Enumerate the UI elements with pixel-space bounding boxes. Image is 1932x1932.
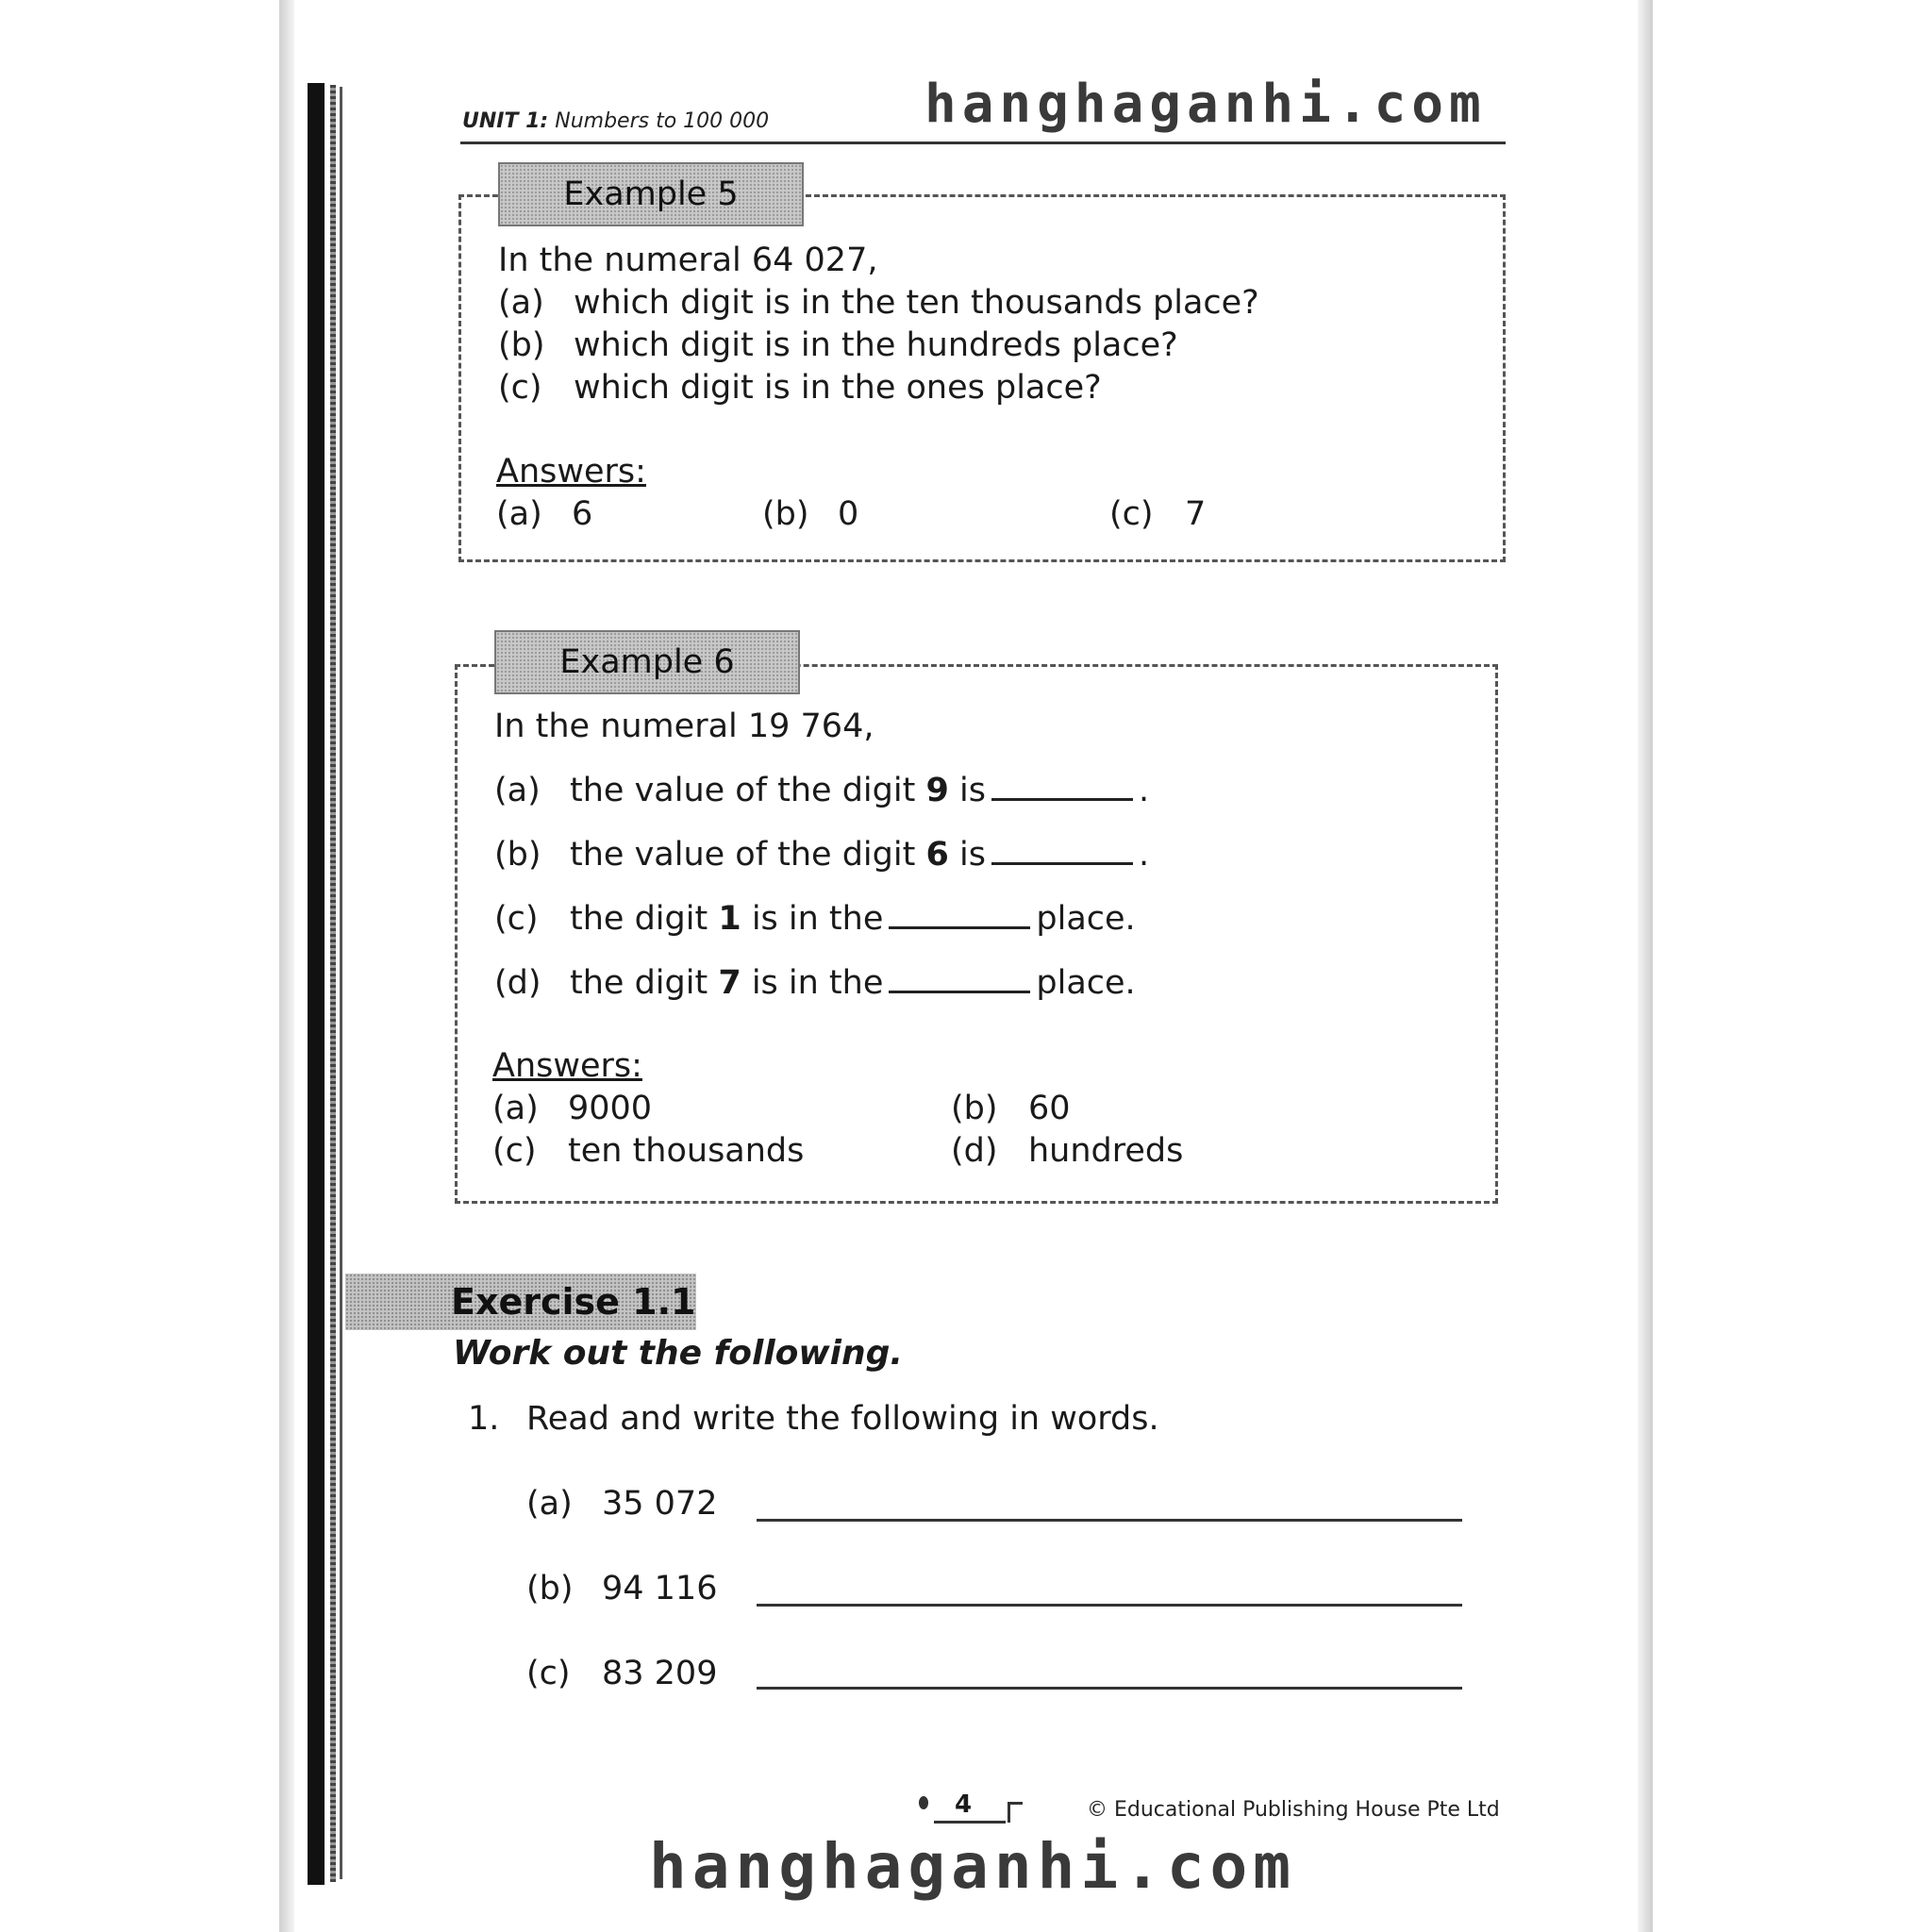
question-end: . (1138, 772, 1150, 809)
example5-answer-b-label: (b) (762, 495, 809, 533)
binding-edge-line (340, 87, 342, 1879)
example5-question-c-label: (c) (498, 369, 542, 407)
question-end: . (1138, 836, 1150, 874)
question-text: the digit (570, 964, 708, 1002)
example5-question-a-label: (a) (498, 284, 544, 322)
example6-answer-c-label: (c) (492, 1132, 537, 1170)
exercise-question-text: Read and write the following in words. (526, 1400, 1159, 1438)
answer-blank (991, 862, 1133, 865)
example6-question-d-label: (d) (494, 964, 541, 1002)
watermark-top: hanghaganhi.com (924, 74, 1487, 135)
watermark-bottom: hanghaganhi.com (649, 1830, 1297, 1903)
example6-answer-a-label: (a) (492, 1090, 539, 1127)
binding-spine (308, 83, 325, 1885)
example6-question-a (570, 772, 1149, 809)
question-digit: 7 (718, 964, 741, 1002)
exercise-question-number: 1. (468, 1400, 500, 1438)
answer-blank (889, 926, 1030, 929)
example5-question-c: which digit is in the ones place? (574, 369, 1102, 407)
question-text: the value of the digit (570, 772, 916, 809)
example6-question-d (570, 964, 1136, 1002)
example6-question-b-label: (b) (494, 836, 541, 874)
example6-answer-a: 9000 (568, 1090, 653, 1127)
question-digit: 6 (925, 836, 949, 874)
example6-answer-c: ten thousands (568, 1132, 805, 1170)
example5-intro: In the numeral 64 027, (498, 242, 878, 279)
page-mark-dot (919, 1796, 928, 1809)
binding-edge (330, 85, 336, 1882)
example6-answer-d-label: (d) (951, 1132, 998, 1170)
example6-answer-b-label: (b) (951, 1090, 998, 1127)
question-text: is in the (751, 900, 884, 938)
question-text: is (958, 836, 986, 874)
unit-title: Numbers to 100 000 (555, 109, 770, 133)
example5-question-b-label: (b) (498, 326, 545, 364)
exercise-item-c-number: 83 209 (602, 1655, 718, 1692)
example5-answer-b: 0 (838, 495, 859, 533)
page-number-rule-top (1008, 1802, 1023, 1805)
exercise-item-a-answer-line[interactable] (757, 1519, 1462, 1522)
example5-answer-a: 6 (572, 495, 593, 533)
example6-question-c-label: (c) (494, 900, 539, 938)
exercise-item-b-number: 94 116 (602, 1570, 718, 1607)
answer-blank (991, 798, 1133, 801)
example5-answer-c-label: (c) (1109, 495, 1154, 533)
unit-header (462, 109, 769, 133)
example6-question-b (570, 836, 1149, 874)
question-end: place. (1036, 900, 1136, 938)
exercise-item-b-answer-line[interactable] (757, 1604, 1462, 1607)
page-shadow-left (279, 0, 294, 1932)
question-text: the digit (570, 900, 708, 938)
page-number-rule (934, 1821, 1006, 1824)
page-number-rule-tick (1008, 1802, 1010, 1823)
answer-blank (889, 991, 1030, 993)
header-rule (460, 142, 1506, 144)
example5-answer-c: 7 (1185, 495, 1207, 533)
example5-question-a: which digit is in the ten thousands place? (574, 284, 1259, 322)
example6-intro: In the numeral 19 764, (494, 708, 874, 745)
example6-answer-b: 60 (1028, 1090, 1071, 1127)
exercise-item-c-answer-line[interactable] (757, 1687, 1462, 1690)
example5-question-b: which digit is in the hundreds place? (574, 326, 1178, 364)
example6-title: Example 6 (494, 630, 800, 694)
question-digit: 1 (718, 900, 741, 938)
exercise-item-a-number: 35 072 (602, 1485, 718, 1523)
question-text: is (958, 772, 986, 809)
copyright-note: © Educational Publishing House Pte Ltd (1087, 1798, 1500, 1822)
example6-question-a-label: (a) (494, 772, 541, 809)
exercise-instruction: Work out the following. (453, 1334, 904, 1373)
example6-answer-d: hundreds (1028, 1132, 1184, 1170)
question-digit: 9 (925, 772, 949, 809)
page-number: 4 (955, 1790, 973, 1819)
exercise-item-c-label: (c) (526, 1655, 571, 1692)
unit-label: UNIT 1: (462, 109, 549, 133)
exercise-item-b-label: (b) (526, 1570, 574, 1607)
question-text: is in the (751, 964, 884, 1002)
example6-answers-label: Answers: (492, 1047, 642, 1085)
question-text: the value of the digit (570, 836, 916, 874)
question-end: place. (1036, 964, 1136, 1002)
example5-title: Example 5 (498, 162, 804, 226)
example5-answer-a-label: (a) (496, 495, 542, 533)
example5-answers-label: Answers: (496, 453, 646, 491)
page-shadow-right (1638, 0, 1653, 1932)
exercise-item-a-label: (a) (526, 1485, 573, 1523)
example6-question-c (570, 900, 1136, 938)
exercise-title: Exercise 1.1 (345, 1274, 696, 1330)
